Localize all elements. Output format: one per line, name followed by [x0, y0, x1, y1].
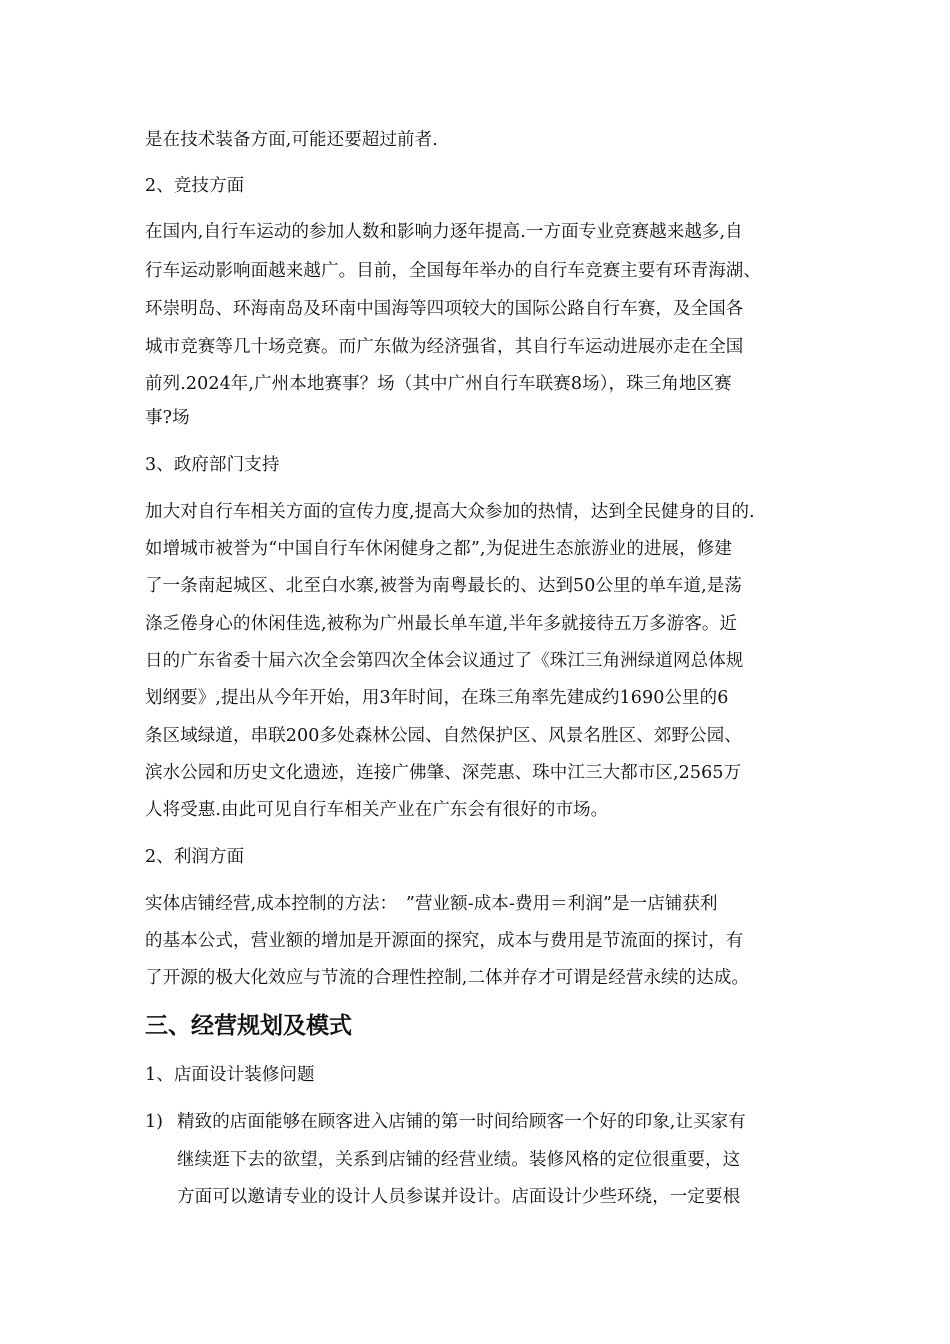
subheading-store-design: 1、店面设计装修问题: [145, 1065, 315, 1085]
paragraph-line: 滨水公园和历史文化遗迹，连接广佛肇、深莞惠、珠中江三大都市区,2565万: [145, 763, 742, 783]
paragraph-line: 在国内,自行车运动的参加人数和影响力逐年提高.一方面专业竞赛越来越多,自: [145, 222, 743, 242]
paragraph-line: 涤乏倦身心的休闲佳选,被称为广州最长单车道,半年多就接待五万多游客。近: [145, 614, 738, 634]
subheading-government: 3、政府部门支持: [145, 455, 280, 475]
paragraph-line: 了一条南起城区、北至白水寨,被誉为南粤最长的、达到50公里的单车道,是荡: [145, 576, 742, 596]
paragraph-line: 实体店铺经营,成本控制的方法： ”营业额-成本-费用＝利润”是一店铺获利: [145, 894, 718, 914]
paragraph-line: 环崇明岛、环海南岛及环南中国海等四项较大的国际公路自行车赛，及全国各: [145, 299, 744, 319]
paragraph-line: 人将受惠.由此可见自行车相关产业在广东会有很好的市场。: [145, 800, 609, 820]
subheading-profit: 2、利润方面: [145, 847, 245, 867]
paragraph-line: 前列.2024年,广州本地赛事？场（其中广州自行车联赛8场），珠三角地区赛: [145, 374, 732, 394]
list-item-line: 精致的店面能够在顾客进入店铺的第一时间给顾客一个好的印象,让买家有: [177, 1112, 746, 1132]
paragraph-line: 城市竞赛等几十场竞赛。而广东做为经济强省，其自行车运动进展亦走在全国: [145, 337, 744, 357]
list-item-line: 继续逛下去的欲望，关系到店铺的经营业绩。装修风格的定位很重要，这: [177, 1150, 741, 1170]
paragraph-line: 条区域绿道，串联200多处森林公园、自然保护区、风景名胜区、郊野公园、: [145, 726, 742, 746]
paragraph-line: 如增城市被誉为“中国自行车休闲健身之都”,为促进生态旅游业的进展，修建: [145, 539, 732, 559]
paragraph-line: 是在技术装备方面,可能还要超过前者.: [145, 130, 438, 150]
paragraph-line: 事?场: [145, 408, 190, 428]
paragraph-line: 划纲要》,提出从今年开始，用3年时间，在珠三角率先建成约1690公里的6: [145, 688, 729, 708]
paragraph-line: 加大对自行车相关方面的宣传力度,提高大众参加的热情，达到全民健身的目的.: [145, 502, 755, 522]
paragraph-line: 了开源的极大化效应与节流的合理性控制,二体并存才可谓是经营永续的达成。: [145, 968, 750, 988]
paragraph-line: 行车运动影响面越来越广。目前，全国每年举办的自行车竞赛主要有环青海湖、: [145, 261, 761, 281]
list-item-line: 方面可以邀请专业的设计人员参谋并设计。店面设计少些环绕，一定要根: [177, 1187, 741, 1207]
paragraph-line: 日的广东省委十届六次全会第四次全体会议通过了《珠江三角洲绿道网总体规: [145, 651, 744, 671]
paragraph-line: 的基本公式，营业额的增加是开源面的探究，成本与费用是节流面的探讨，有: [145, 931, 744, 951]
section-heading: 三、经营规划及模式: [145, 1013, 352, 1039]
list-marker: 1): [145, 1112, 163, 1132]
subheading-competition: 2、竞技方面: [145, 176, 245, 196]
